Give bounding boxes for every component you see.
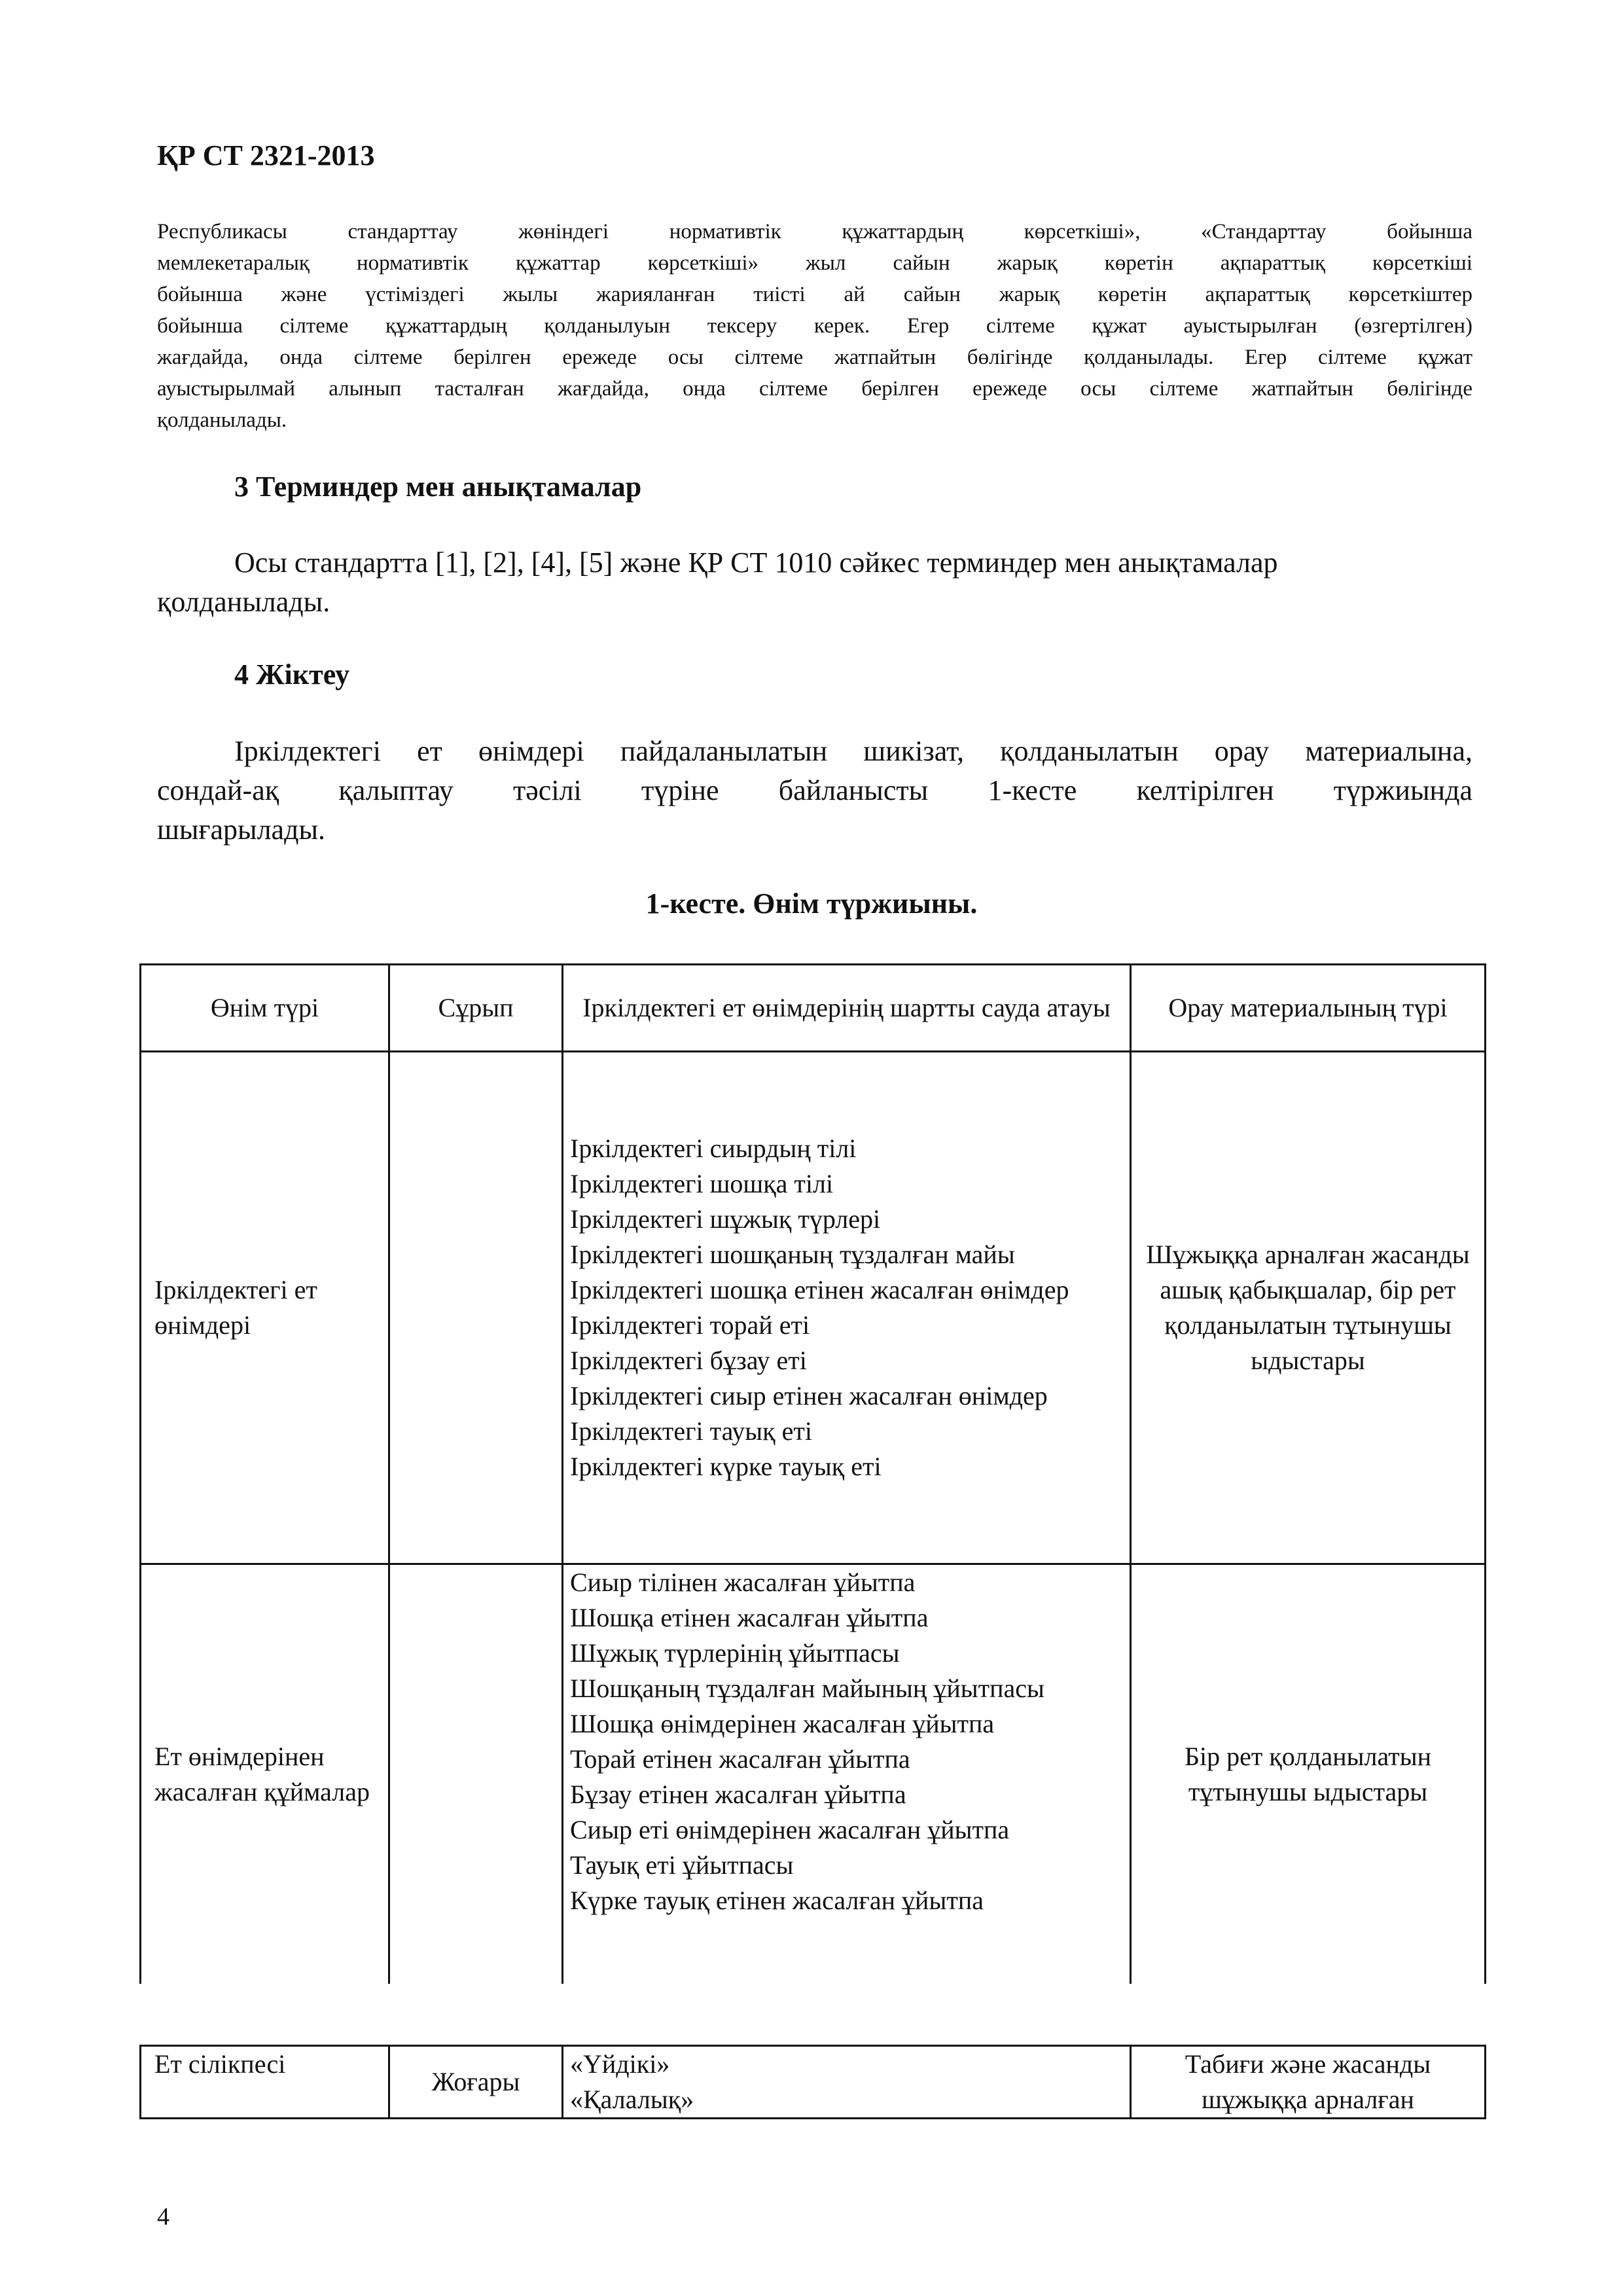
header-trade-name: Іркілдектегі ет өнімдерінің шартты сауда атауы [563, 965, 1131, 1052]
page-number: 4 [157, 2203, 169, 2231]
intro-line: бойынша сілтеме құжаттардың қолданылуын тексеру керек. Егер сілтеме құжат ауыстырылған (өзгертілген) [157, 314, 1472, 338]
intro-line: қолданылады. [157, 408, 287, 432]
table-caption: 1-кесте. Өнім түржиыны. [645, 888, 978, 920]
intro-line: бойынша және үстіміздегі жылы жарияланған тиісті ай сайын жарық көретін ақпараттық көрсеткіштер [157, 283, 1472, 306]
list-item: Шошқа өнімдерінен жасалған ұйытпа [570, 1709, 995, 1738]
cell-grade [389, 1564, 563, 1984]
table-row [141, 1052, 1486, 1564]
section-4-heading: 4 Жіктеу [234, 658, 350, 691]
section-4-paragraph [157, 732, 1472, 850]
intro-paragraph [157, 216, 1472, 436]
intro-line: мемлекетаралық нормативтік құжаттар көрсеткіші» жыл сайын жарық көретін ақпараттық көрсеткіші [157, 251, 1472, 275]
list-item: Күрке тауық етінен жасалған ұйытпа [570, 1886, 984, 1915]
cell-packaging: Шұжыққа арналған жасанды ашық қабықшалар, бір рет қолданылатын тұтынушы ыдыстары [1131, 1052, 1486, 1564]
header-product-type: Өнім түрі [141, 965, 389, 1052]
header-packaging: Орау материалының түрі [1131, 965, 1486, 1052]
cell-packaging: Табиғи және жасанды шұжыққа арналған [1131, 2046, 1486, 2119]
product-range-table-continuation [139, 2045, 1486, 2119]
cell-trade-names [563, 2046, 1131, 2119]
list-item: Шошқаның тұздалған майының ұйытпасы [570, 1674, 1044, 1703]
list-item: Шошқа етінен жасалған ұйытпа [570, 1603, 929, 1632]
list-item: Іркілдектегі шошқа тілі [570, 1169, 834, 1198]
list-item: Сиыр еті өнімдерінен жасалған ұйытпа [570, 1815, 1010, 1844]
table-header-row [141, 965, 1486, 1052]
list-item: Торай етінен жасалған ұйытпа [570, 1744, 910, 1774]
paragraph-line: сондай-ақ қалыптау тәсілі түріне байланысты 1-кесте келтірілген түржиында [157, 774, 1472, 806]
list-item: «Үйдікі» [570, 2049, 670, 2079]
cell-grade [389, 1052, 563, 1564]
table-row [141, 2046, 1486, 2119]
cell-trade-names [563, 1052, 1131, 1564]
list-item: Іркілдектегі күрке тауық еті [570, 1452, 882, 1481]
list-item: Іркілдектегі шошқаның тұздалған майы [570, 1240, 1015, 1269]
paragraph-line: шығарылады. [157, 814, 326, 846]
product-range-table [139, 963, 1486, 1984]
document-code: ҚР СТ 2321-2013 [157, 139, 375, 171]
paragraph-line: Іркілдектегі ет өнімдері пайдаланылатын шикізат, қолданылатын орау материалына, [234, 735, 1472, 767]
table-row [141, 1564, 1486, 1984]
cell-product-type: Ет өнімдерінен жасалған құймалар [141, 1564, 389, 1984]
header-grade: Сұрып [389, 965, 563, 1052]
cell-product-type: Іркілдектегі ет өнімдері [141, 1052, 389, 1564]
list-item: Іркілдектегі сиыр етінен жасалған өнімдер [570, 1381, 1048, 1410]
intro-line: Республикасы стандарттау жөніндегі нормативтік құжаттардың көрсеткіші», «Стандарттау бойынша [157, 220, 1472, 243]
paragraph-line: қолданылады. [157, 586, 330, 618]
cell-packaging: Бір рет қолданылатын тұтынушы ыдыстары [1131, 1564, 1486, 1984]
list-item: «Қалалық» [570, 2085, 694, 2114]
list-item: Іркілдектегі бұзау еті [570, 1346, 807, 1375]
list-item: Іркілдектегі шошқа етінен жасалған өнімдер [570, 1275, 1069, 1304]
cell-grade: Жоғары [389, 2046, 563, 2119]
list-item: Шұжық түрлерінің ұйытпасы [570, 1638, 900, 1668]
list-item: Іркілдектегі сиырдың тілі [570, 1134, 857, 1163]
list-item: Тауық еті ұйытпасы [570, 1850, 794, 1880]
list-item: Сиыр тілінен жасалған ұйытпа [570, 1568, 916, 1597]
cell-trade-names [563, 1564, 1131, 1984]
list-item: Іркілдектегі шұжық түрлері [570, 1204, 881, 1234]
section-3-heading: 3 Терминдер мен анықтамалар [234, 471, 642, 503]
list-item: Іркілдектегі тауық еті [570, 1416, 812, 1446]
intro-line: ауыстырылмай алынып тасталған жағдайда, онда сілтеме берілген ережеде осы сілтеме жатпайтын бөлігінде [157, 377, 1472, 401]
list-item: Бұзау етінен жасалған ұйытпа [570, 1780, 906, 1809]
section-3-paragraph [157, 543, 1472, 622]
cell-product-type: Ет сілікпесі [141, 2046, 389, 2119]
list-item: Іркілдектегі торай еті [570, 1310, 810, 1340]
intro-line: жағдайда, онда сілтеме берілген ережеде осы сілтеме жатпайтын бөлігінде қолданылады. Егер сілтеме құжат [157, 346, 1472, 369]
paragraph-line: Осы стандартта [1], [2], [4], [5] және ҚР СТ 1010 сәйкес терминдер мен анықтамалар [234, 547, 1278, 579]
